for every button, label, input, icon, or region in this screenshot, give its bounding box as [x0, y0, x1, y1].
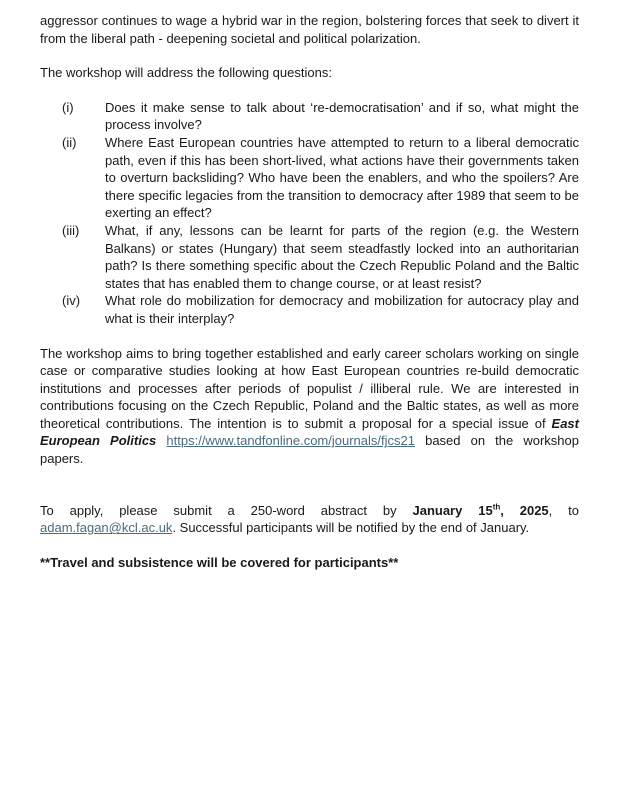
deadline	[412, 503, 548, 518]
question-number: (iv)	[62, 293, 81, 309]
aims-paragraph	[40, 345, 579, 468]
question-text: Does it make sense to talk about ‘re-democratisation’ and if so, what might the process involve?	[105, 99, 579, 133]
questions-list	[40, 99, 579, 328]
list-item	[62, 292, 579, 327]
questions-intro: The workshop will address the following questions:	[40, 65, 332, 81]
aims-text-end: based on the workshop papers.	[40, 433, 579, 467]
deadline-year: , 2025	[500, 502, 549, 518]
question-number: (ii)	[62, 134, 77, 150]
list-item	[62, 222, 579, 292]
question-number: (iii)	[62, 222, 80, 238]
deadline-suffix: th	[492, 502, 501, 512]
travel-note: **Travel and subsistence will be covered for participants**	[40, 554, 399, 570]
question-text: Where East European countries have attempted to return to a liberal democratic path, even if this has been short-lived, what actions have their governments taken to overturn backsliding? Who have been the enablers, and who the spoilers? Are there specific legacies from the transition to democracy after 1989 that seem to be exerting an effect?	[105, 134, 579, 221]
apply-text: To apply, please submit a 250-word abstract by	[40, 502, 397, 518]
intro-paragraph: aggressor continues to wage a hybrid war in the region, bolstering forces that seek to divert it from the liberal path - deepening societal and political polarization.	[40, 13, 579, 46]
apply-text-end: . Successful participants will be notified by the end of January.	[172, 520, 530, 536]
question-text: What role do mobilization for democracy and mobilization for autocracy play and what is their interplay?	[105, 293, 579, 326]
email-link[interactable]: adam.fagan@kcl.ac.uk	[40, 520, 173, 536]
question-text: What, if any, lessons can be learnt for parts of the region (e.g. the Western Balkans) or states (Hungary) that seem steadfastly locked into an authoritarian path? Is there something specific about the Czech Republic Poland and the Baltic states that has enabled them to change course, or at least resist?	[105, 222, 579, 291]
journal-link[interactable]: https://www.tandfonline.com/journals/fjcs21	[166, 433, 415, 449]
journal-title: East European Politics	[40, 415, 579, 449]
deadline-day: January 15	[412, 502, 493, 518]
apply-paragraph	[40, 502, 579, 537]
apply-text-mid: , to	[548, 502, 580, 518]
question-number: (i)	[62, 99, 74, 115]
list-item	[62, 134, 579, 222]
aims-text: The workshop aims to bring together established and early career scholars working on single case or comparative studies looking at how East European countries re-build democratic institutions and processes after periods of populist / illiberal rule. We are interested in contributions focusing on the Czech Republic, Poland and the Baltic states, as well as more theoretical contributions. The intention is to submit a proposal for a special issue of	[40, 345, 579, 431]
list-item	[62, 99, 579, 134]
